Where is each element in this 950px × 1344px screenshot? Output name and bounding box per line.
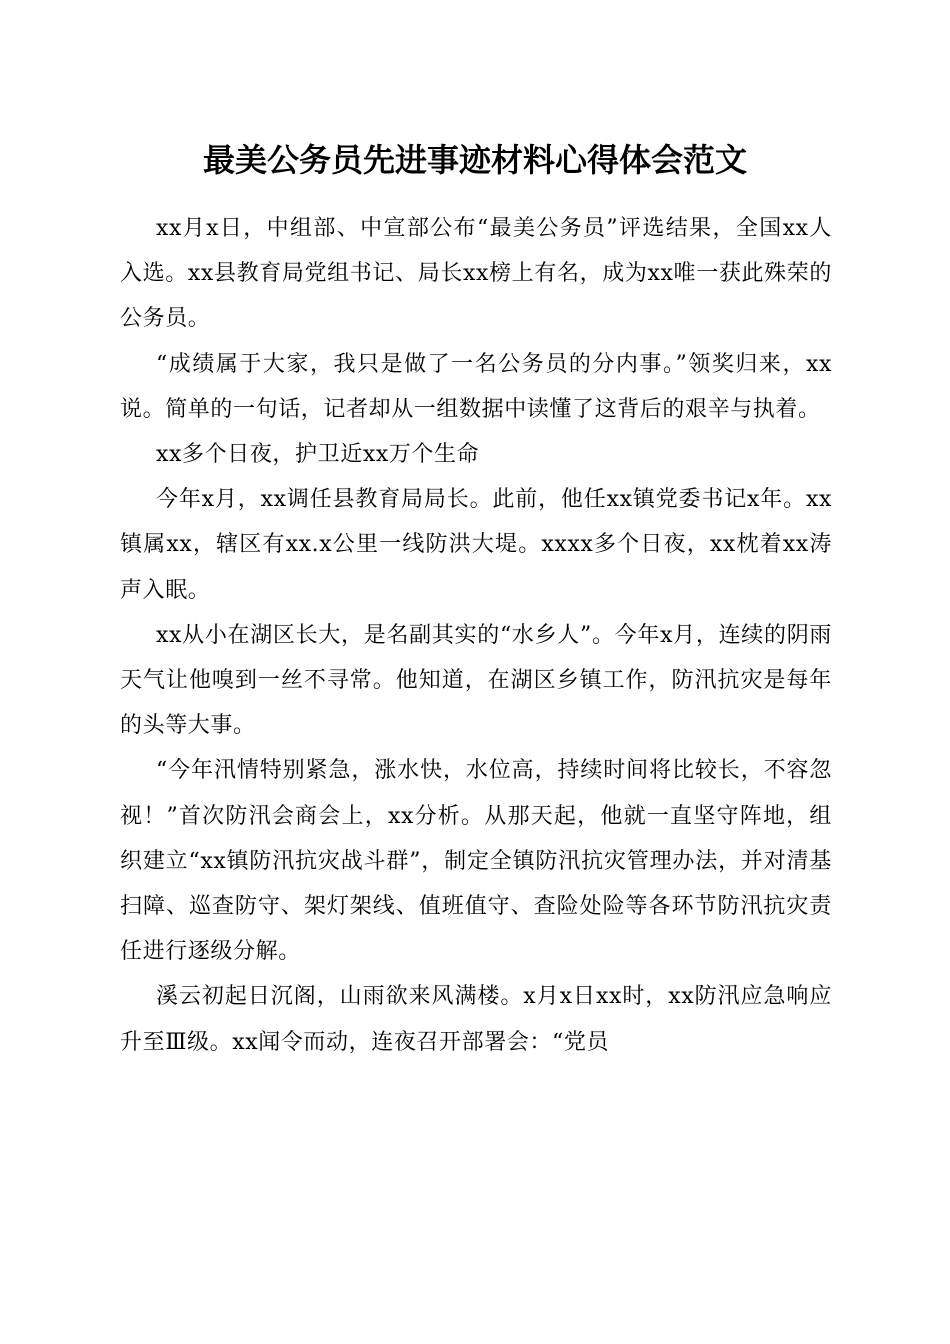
paragraph: “今年汛情特别紧急，涨水快，水位高，持续时间将比较长，不容忽视！”首次防汛会商会上，xx分析。从那天起，他就一直坚守阵地，组织建立“xx镇防汛抗灾战斗群”，制定全镇防汛抗灾管理办法，并对清基扫障、巡查防守、架灯架线、值班值守、查险处险等各环节防汛抗灾责任进行逐级分解。 [120, 758, 832, 965]
paragraph: xx月x日，中组部、中宣部公布“最美公务员”评选结果，全国xx人入选。xx县教育局党组书记、局长xx榜上有名，成为xx唯一获此殊荣的公务员。 [120, 216, 832, 332]
paragraph: 溪云初起日沉阁，山雨欲来风满楼。x月x日xx时，xx防汛应急响应升至Ⅲ级。xx闻令而动，连夜召开部署会：“党员 [120, 984, 832, 1055]
section-heading: xx多个日夜，护卫近xx万个生命 [156, 442, 480, 468]
document-title: 最美公务员先进事迹材料心得体会范文 [202, 141, 747, 179]
document-body [120, 206, 832, 1065]
paragraph: xx从小在湖区长大，是名副其实的“水乡人”。今年x月，连续的阴雨天气让他嗅到一丝不寻常。他知道，在湖区乡镇工作，防汛抗灾是每年的头等大事。 [120, 622, 832, 739]
paragraph: “成绩属于大家，我只是做了一名公务员的分内事。”领奖归来，xx说。简单的一句话，记者却从一组数据中读懂了这背后的艰辛与执着。 [120, 351, 832, 422]
paragraph: 今年x月，xx调任县教育局局长。此前，他任xx镇党委书记x年。xx镇属xx，辖区有xx.x公里一线防洪大堤。xxxx多个日夜，xx枕着xx涛声入眠。 [120, 487, 832, 603]
